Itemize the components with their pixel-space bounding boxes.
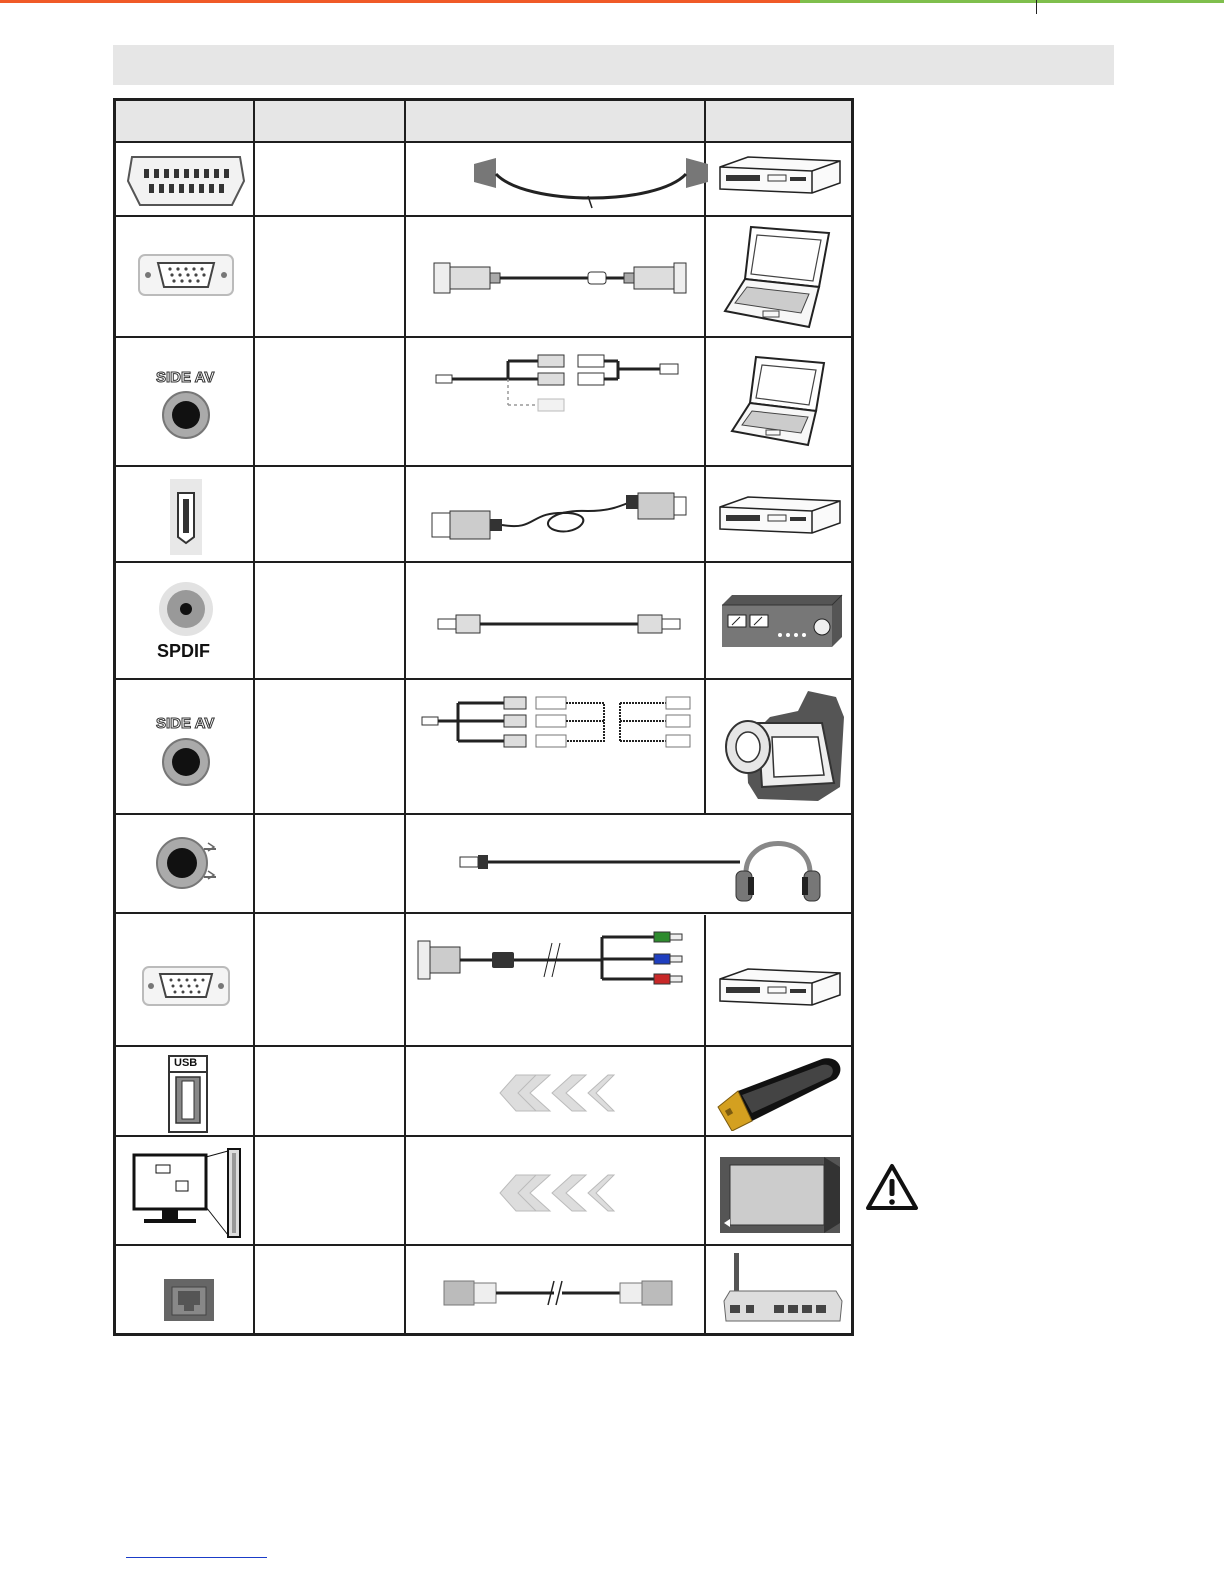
table-row	[132, 1145, 250, 1241]
row-divider	[116, 336, 851, 338]
section-heading-band	[113, 45, 1114, 85]
side-av-label: SIDE AV	[156, 715, 215, 732]
row-divider	[116, 561, 851, 563]
scart-cable-icon	[466, 156, 716, 216]
top-bar-orange	[0, 0, 800, 3]
dvd-player-icon	[718, 965, 842, 1015]
headphone-jack-icon	[150, 829, 240, 899]
table-header	[116, 101, 851, 143]
row-divider	[116, 813, 851, 815]
table-row	[144, 711, 234, 801]
ethernet-cable-icon	[442, 1271, 674, 1317]
usb-label: USB	[174, 1057, 198, 1069]
table-row	[162, 1277, 216, 1323]
column-divider	[404, 101, 406, 1333]
cam-module-icon	[718, 1155, 842, 1237]
ypbpr-cable-icon	[414, 929, 702, 1009]
warning-icon	[864, 1162, 920, 1214]
table-row	[124, 151, 248, 211]
connections-table	[113, 98, 854, 1336]
coaxial-cable-icon	[428, 609, 690, 639]
row-divider	[116, 1045, 851, 1047]
row-divider	[116, 1244, 851, 1246]
vga-port-icon	[140, 963, 232, 1011]
side-av-label: SIDE AV	[156, 369, 215, 386]
spdif-jack-icon	[146, 579, 236, 639]
table-row	[146, 579, 236, 669]
laptop-icon	[721, 223, 841, 333]
dvd-player-icon	[718, 493, 842, 543]
footer-link-underline	[126, 1557, 267, 1558]
table-row	[150, 829, 240, 899]
table-row	[140, 963, 232, 1011]
av-audio-cable-icon	[428, 349, 690, 415]
insert-arrows-icon	[496, 1071, 616, 1115]
table-row	[168, 1055, 208, 1133]
column-divider	[253, 101, 255, 1333]
usb-stick-icon	[712, 1051, 844, 1131]
crop-mark	[1036, 0, 1037, 14]
headphone-cable-icon	[456, 823, 851, 913]
column-divider	[704, 915, 706, 1333]
hdmi-port-icon	[168, 477, 204, 557]
scart-port-icon	[124, 151, 248, 211]
audio-amplifier-icon	[720, 593, 844, 653]
vga-cable-icon	[428, 253, 690, 303]
laptop-icon	[728, 353, 838, 449]
row-divider	[116, 465, 851, 467]
side-av-jack-icon	[144, 715, 234, 805]
side-av-jack-icon	[144, 369, 234, 449]
dvd-player-icon	[718, 153, 842, 203]
camcorder-icon	[718, 687, 846, 805]
spdif-label: SPDIF	[157, 641, 211, 661]
table-row	[168, 477, 204, 557]
insert-arrows-icon	[496, 1171, 616, 1215]
table-row	[144, 363, 234, 443]
top-bar-green	[800, 0, 1224, 3]
av-rca-cable-icon	[418, 691, 704, 755]
table-row	[136, 251, 236, 301]
router-icon	[720, 1251, 844, 1327]
ethernet-port-icon	[162, 1277, 216, 1323]
hdmi-cable-icon	[428, 491, 690, 551]
vga-port-icon	[136, 251, 236, 301]
row-divider	[116, 678, 851, 680]
row-divider	[116, 1135, 851, 1137]
top-color-bar	[0, 0, 1224, 3]
headphones-icon	[736, 844, 820, 902]
ci-slot-icon	[132, 1145, 250, 1241]
